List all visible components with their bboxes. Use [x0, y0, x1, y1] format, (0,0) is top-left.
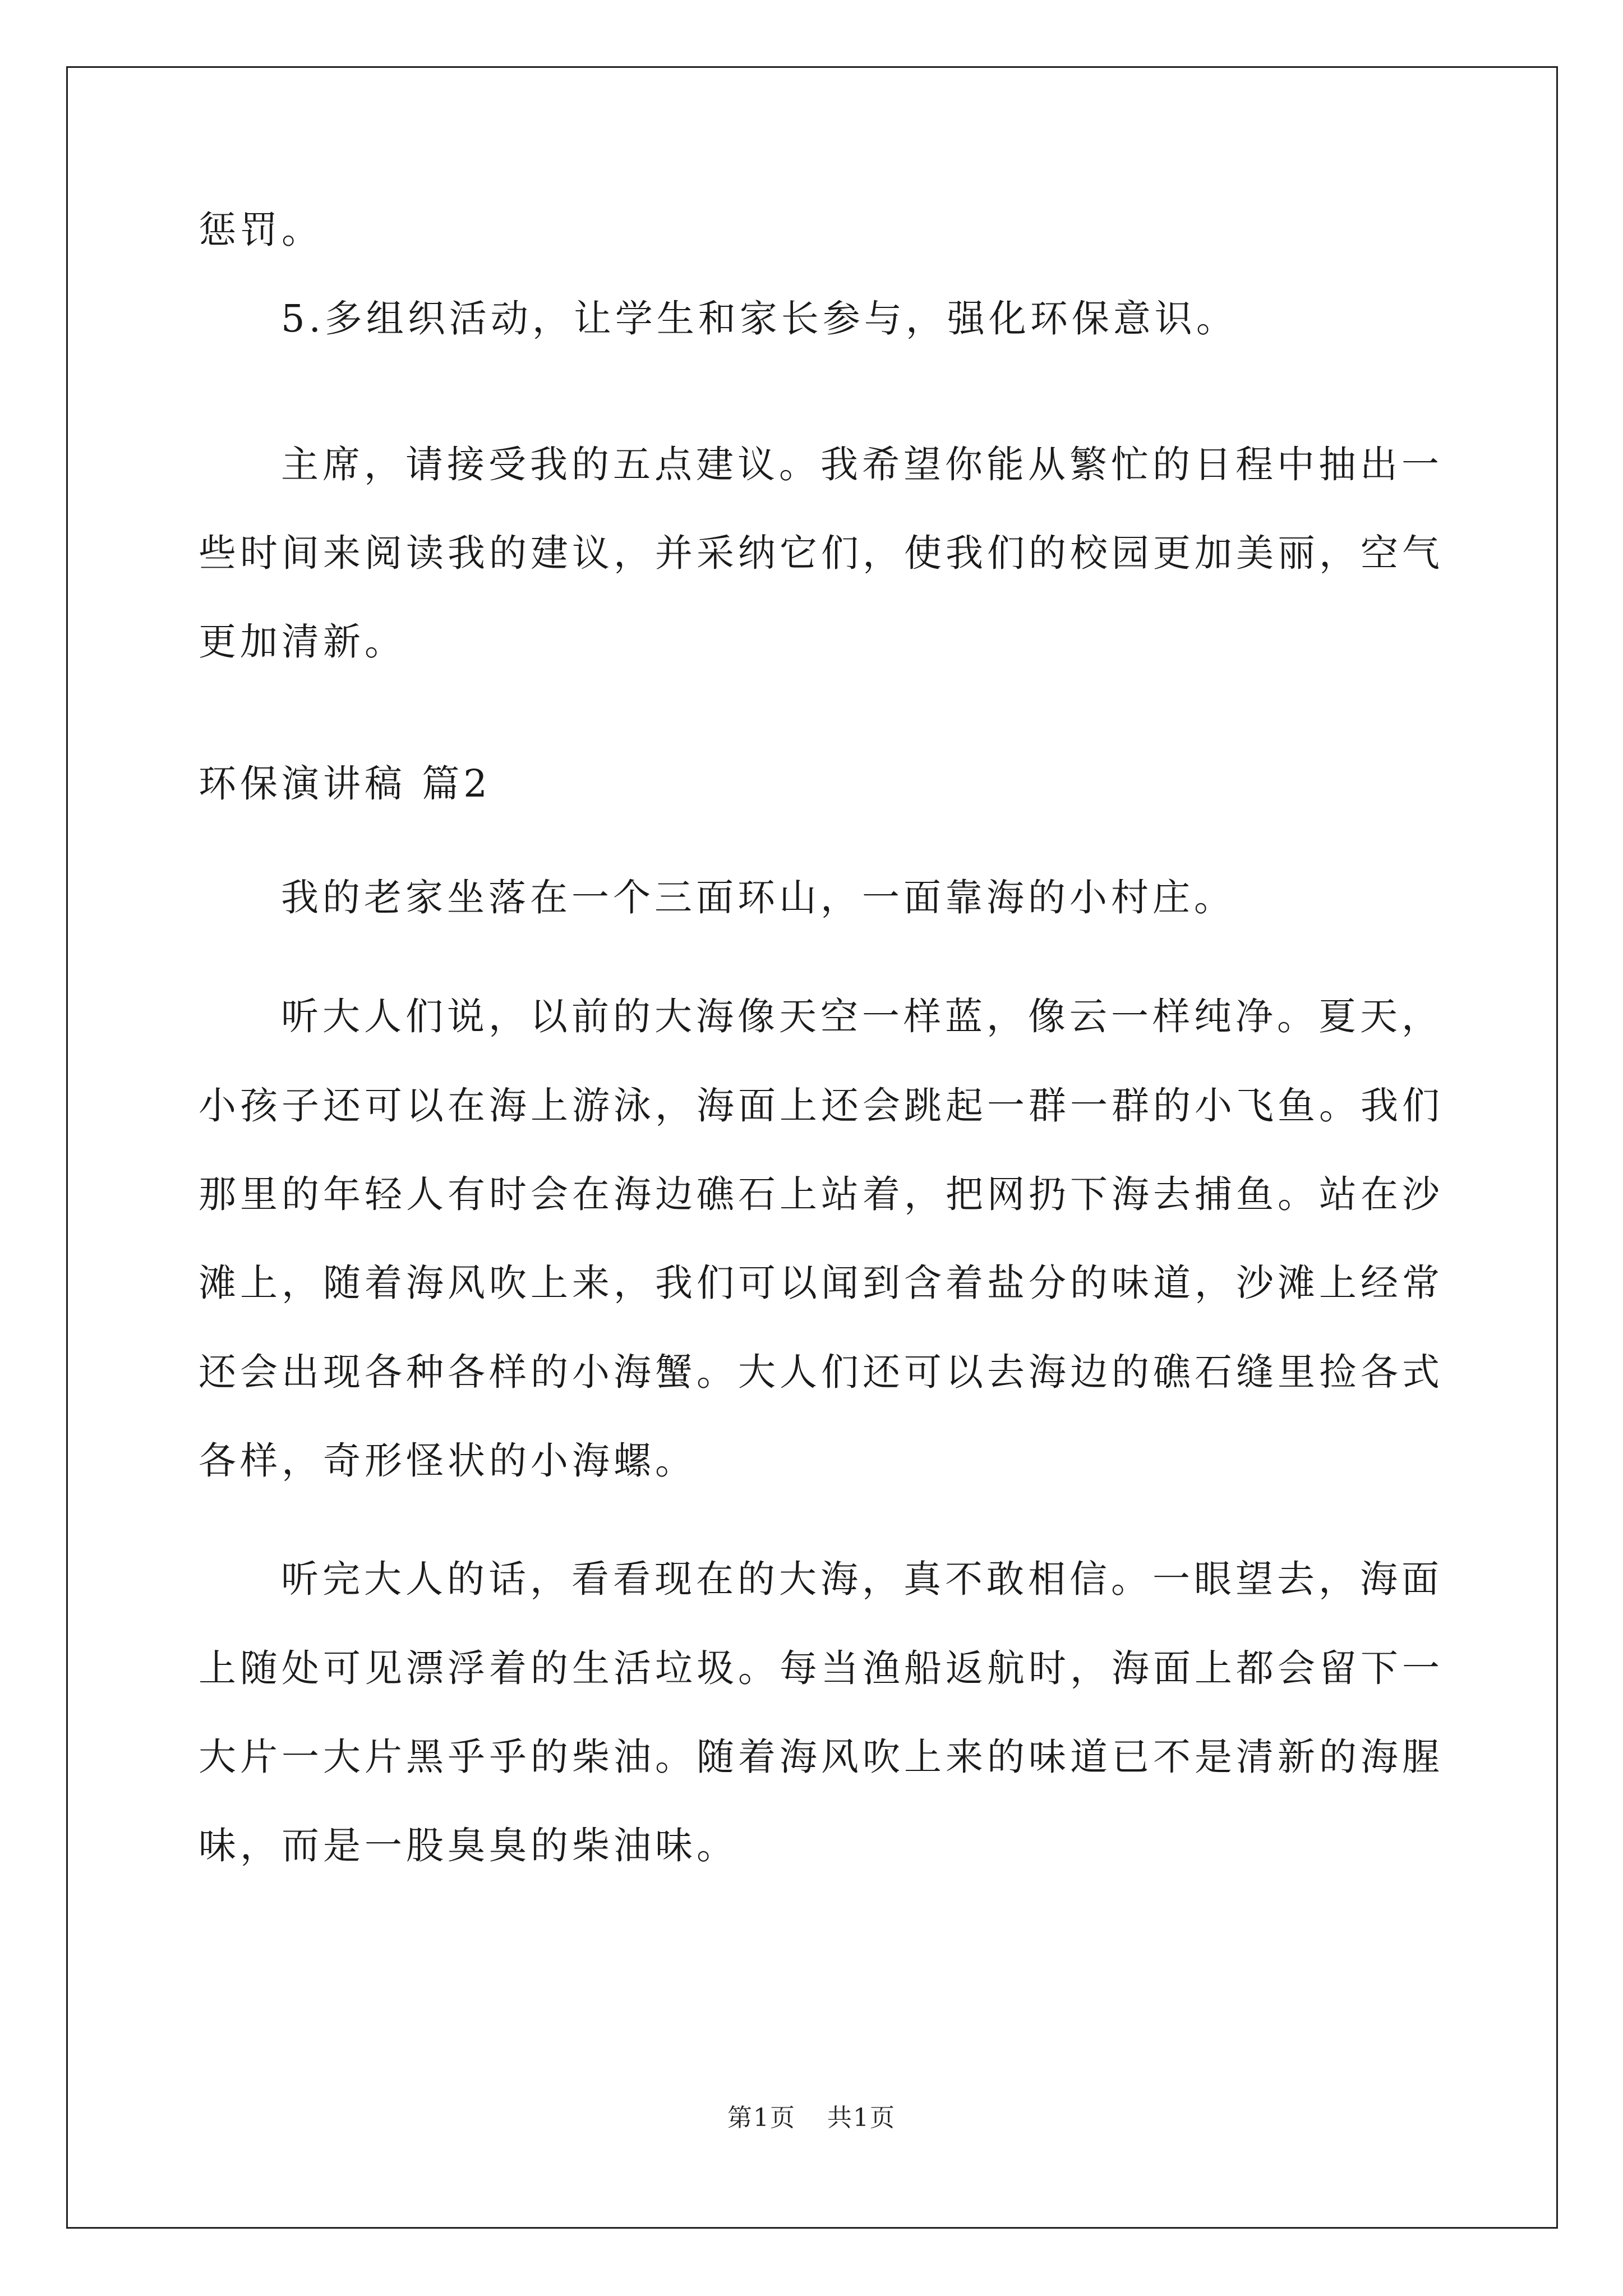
text-line: 滩上，随着海风吹上来，我们可以闻到含着盐分的味道，沙滩上经常 — [199, 1261, 1444, 1305]
text-line: 听完大人的话，看看现在的大海，真不敢相信。一眼望去，海面 — [281, 1557, 1443, 1601]
total-pages: 共1页 — [827, 2104, 896, 2132]
text-line: 主席，请接受我的五点建议。我希望你能从繁忙的日程中抽出一 — [281, 443, 1443, 486]
text-line: 惩罚。 — [199, 208, 323, 252]
text-line: 还会出现各种各样的小海蟹。大人们还可以去海边的礁石缝里捡各式 — [199, 1350, 1444, 1394]
text-line: 各样，奇形怪状的小海螺。 — [199, 1439, 697, 1483]
page-footer — [0, 2104, 1623, 2133]
page-number: 第1页 — [727, 2104, 796, 2132]
page-border — [66, 66, 1558, 2229]
section-heading: 环保演讲稿 篇2 — [199, 762, 491, 806]
text-line: 听大人们说，以前的大海像天空一样蓝，像云一样纯净。夏天， — [281, 995, 1443, 1038]
text-line: 味，而是一股臭臭的柴油味。 — [199, 1824, 738, 1867]
text-line: 5.多组织活动，让学生和家长参与，强化环保意识。 — [281, 297, 1238, 341]
text-line: 上随处可见漂浮着的生活垃圾。每当渔船返航时，海面上都会留下一 — [199, 1646, 1444, 1690]
text-line: 小孩子还可以在海上游泳，海面上还会跳起一群一群的小飞鱼。我们 — [199, 1084, 1444, 1128]
text-line: 些时间来阅读我的建议，并采纳它们，使我们的校园更加美丽，空气 — [199, 531, 1444, 575]
text-line: 更加清新。 — [199, 620, 406, 664]
text-line: 大片一大片黑乎乎的柴油。随着海风吹上来的味道已不是清新的海腥 — [199, 1735, 1444, 1779]
text-line: 那里的年轻人有时会在海边礁石上站着，把网扔下海去捕鱼。站在沙 — [199, 1172, 1444, 1216]
text-line: 我的老家坐落在一个三面环山，一面靠海的小村庄。 — [281, 876, 1235, 919]
